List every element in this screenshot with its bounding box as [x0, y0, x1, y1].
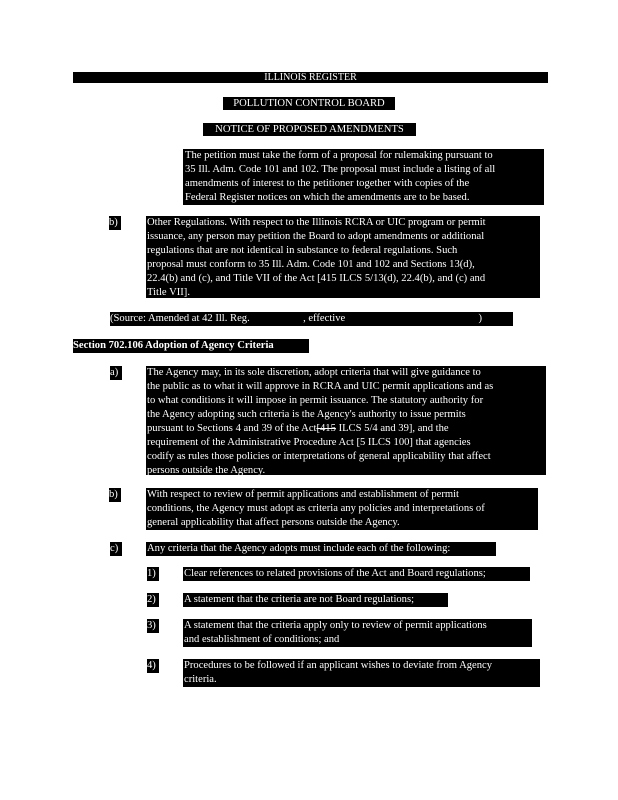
notice-title: NOTICE OF PROPOSED AMENDMENTS — [215, 124, 404, 135]
top-para-line: The petition must take the form of a proposal for rulemaking pursuant to — [185, 150, 493, 161]
sub-item-2-label: 2) — [147, 593, 159, 607]
item-b-label: b) — [109, 216, 121, 230]
item-b-other-regulations — [146, 216, 540, 298]
register-title: ILLINOIS REGISTER — [264, 72, 357, 83]
item-c-label: c) — [110, 542, 122, 556]
top-para-line: amendments of interest to the petitioner together with copies of the — [185, 178, 470, 189]
source-line — [110, 312, 513, 326]
top-paragraph — [183, 149, 544, 205]
source-mid: , effective — [303, 313, 346, 324]
sub-item-4-text: Procedures to be followed if an applicant wishes to deviate from Agency criteria. — [183, 659, 540, 687]
item-a-line: pursuant to Sections 4 and 39 of the Act[415 ILCS 5/4 and 39], and the — [147, 423, 449, 434]
item-b2-label: b) — [109, 488, 121, 502]
section-title: Adoption of Agency Criteria — [145, 340, 274, 351]
item-a-paragraph — [146, 366, 546, 475]
board-title: POLLUTION CONTROL BOARD — [233, 98, 385, 109]
source-prefix: (Source: Amended at 42 Ill. Reg. — [110, 313, 250, 324]
item-a-line: persons outside the Agency. — [147, 465, 266, 475]
item-b-line: issuance, any person may petition the Board to adopt amendments or additional — [147, 231, 485, 242]
item-c-text: Any criteria that the Agency adopts must include each of the following: — [146, 542, 496, 556]
item-b2-line: general applicability that affect persons outside the Agency. — [147, 517, 400, 528]
top-para-line: 35 Ill. Adm. Code 101 and 102. The proposal must include a listing of all — [185, 164, 496, 175]
item-a-line: The Agency may, in its sole discretion, adopt criteria that will give guidance to — [147, 367, 481, 378]
sub-item-1-label: 1) — [147, 567, 159, 581]
item-b-line: Other Regulations. With respect to the Illinois RCRA or UIC program or permit — [147, 217, 486, 228]
sub-item-3-label: 3) — [147, 619, 159, 633]
sub-item-1-text: Clear references to related provisions of the Act and Board regulations; — [183, 567, 530, 581]
struck-text: [415 — [316, 423, 336, 434]
sub-item-2-text: A statement that the criteria are not Board regulations; — [183, 593, 448, 607]
section-heading — [73, 339, 309, 353]
item-b2-line: conditions, the Agency must adopt as criteria any policies and interpretations of — [147, 503, 485, 514]
item-b-line: proposal must conform to 35 Ill. Adm. Code 101 and 102 and Sections 13(d), — [147, 259, 475, 270]
top-para-line: Federal Register notices on which the amendments are to be based. — [185, 192, 470, 203]
sub-item-4-label: 4) — [147, 659, 159, 673]
notice-title-box — [203, 123, 416, 136]
item-b2-line: With respect to review of permit applications and establishment of permit — [147, 489, 459, 500]
board-title-box — [223, 97, 395, 110]
item-a-line: requirement of the Administrative Procedure Act [5 ILCS 100] that agencies — [147, 437, 471, 448]
item-a-label: a) — [110, 366, 122, 380]
item-a-line: to what conditions it will impose in permit issuance. The statutory authority for — [147, 395, 484, 406]
item-a-line: codify as rules those policies or interpretations of general applicability that affect — [147, 451, 491, 462]
item-a-line: the Agency adopting such criteria is the Agency's authority to issue permits — [147, 409, 466, 420]
item-b2-paragraph — [146, 488, 538, 530]
sub-item-3-text: A statement that the criteria apply only to review of permit applications and establishment of conditions; and — [183, 619, 532, 647]
source-end: ) — [478, 313, 483, 324]
header-bar — [73, 72, 548, 83]
item-a-line: the public as to what it will approve in RCRA and UIC permit applications and as — [147, 381, 494, 392]
item-b-line: 22.4(b) and (c), and Title VII of the Act [415 ILCS 5/13(d), 22.4(b), and (c) and — [147, 273, 486, 284]
item-b-line: Title VII]. — [147, 287, 190, 298]
section-number: Section 702.106 — [73, 340, 144, 351]
item-b-line: regulations that are not identical in substance to federal regulations. Such — [147, 245, 458, 256]
